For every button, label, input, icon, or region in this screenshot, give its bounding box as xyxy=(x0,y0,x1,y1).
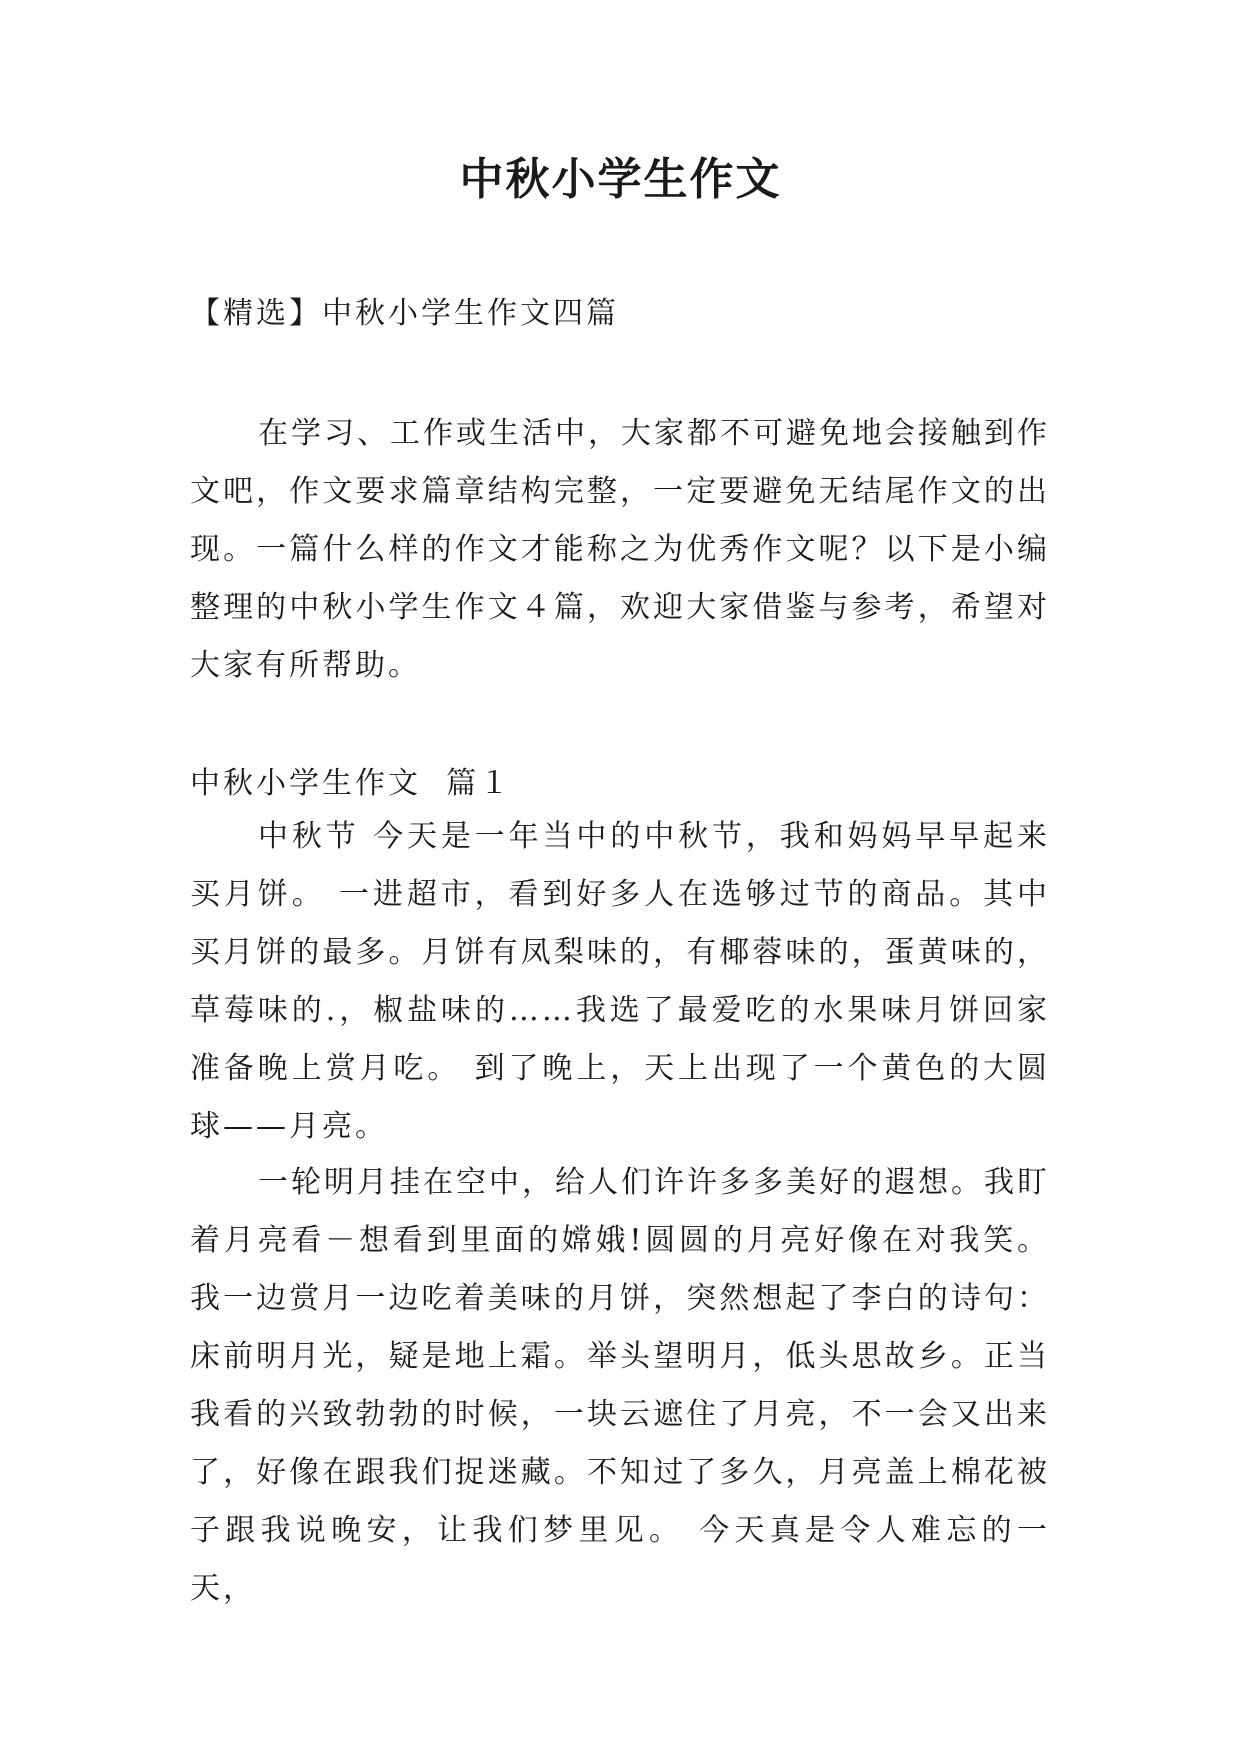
document-subtitle: 【精选】中秋小学生作文四篇 xyxy=(190,296,619,331)
section-heading: 中秋小学生作文 篇１ xyxy=(190,766,513,801)
essay-paragraph-1: 中秋节 今天是一年当中的中秋节，我和妈妈早早起来买月饼。 一进超市，看到好多人在选够过节的商品。其中买月饼的最多。月饼有凤梨味的，有椰蓉味的，蛋黄味的，草莓味的.，椒盐味的……我选了最爱吃的水果味月饼回家准备晚上赏月吃。 到了晚上，天上出现了一个黄色的大圆球——月亮。 xyxy=(190,819,1050,1144)
document-title: 中秋小学生作文 xyxy=(459,154,782,205)
intro-paragraph: 在学习、工作或生活中，大家都不可避免地会接触到作文吧，作文要求篇章结构完整，一定要避免无结尾作文的出现。一篇什么样的作文才能称之为优秀作文呢？以下是小编整理的中秋小学生作文４篇，欢迎大家借鉴与参考，希望对大家有所帮助。 xyxy=(190,416,1050,683)
essay-paragraph-2: 一轮明月挂在空中，给人们许许多多美好的遐想。我盯着月亮看－想看到里面的嫦娥!圆圆的月亮好像在对我笑。我一边赏月一边吃着美味的月饼，突然想起了李白的诗句：床前明月光，疑是地上霜。举头望明月，低头思故乡。正当我看的兴致勃勃的时候，一块云遮住了月亮，不一会又出来了，好像在跟我们捉迷藏。不知过了多久，月亮盖上棉花被子跟我说晚安，让我们梦里见。 今天真是令人难忘的一天， xyxy=(190,1165,1050,1606)
